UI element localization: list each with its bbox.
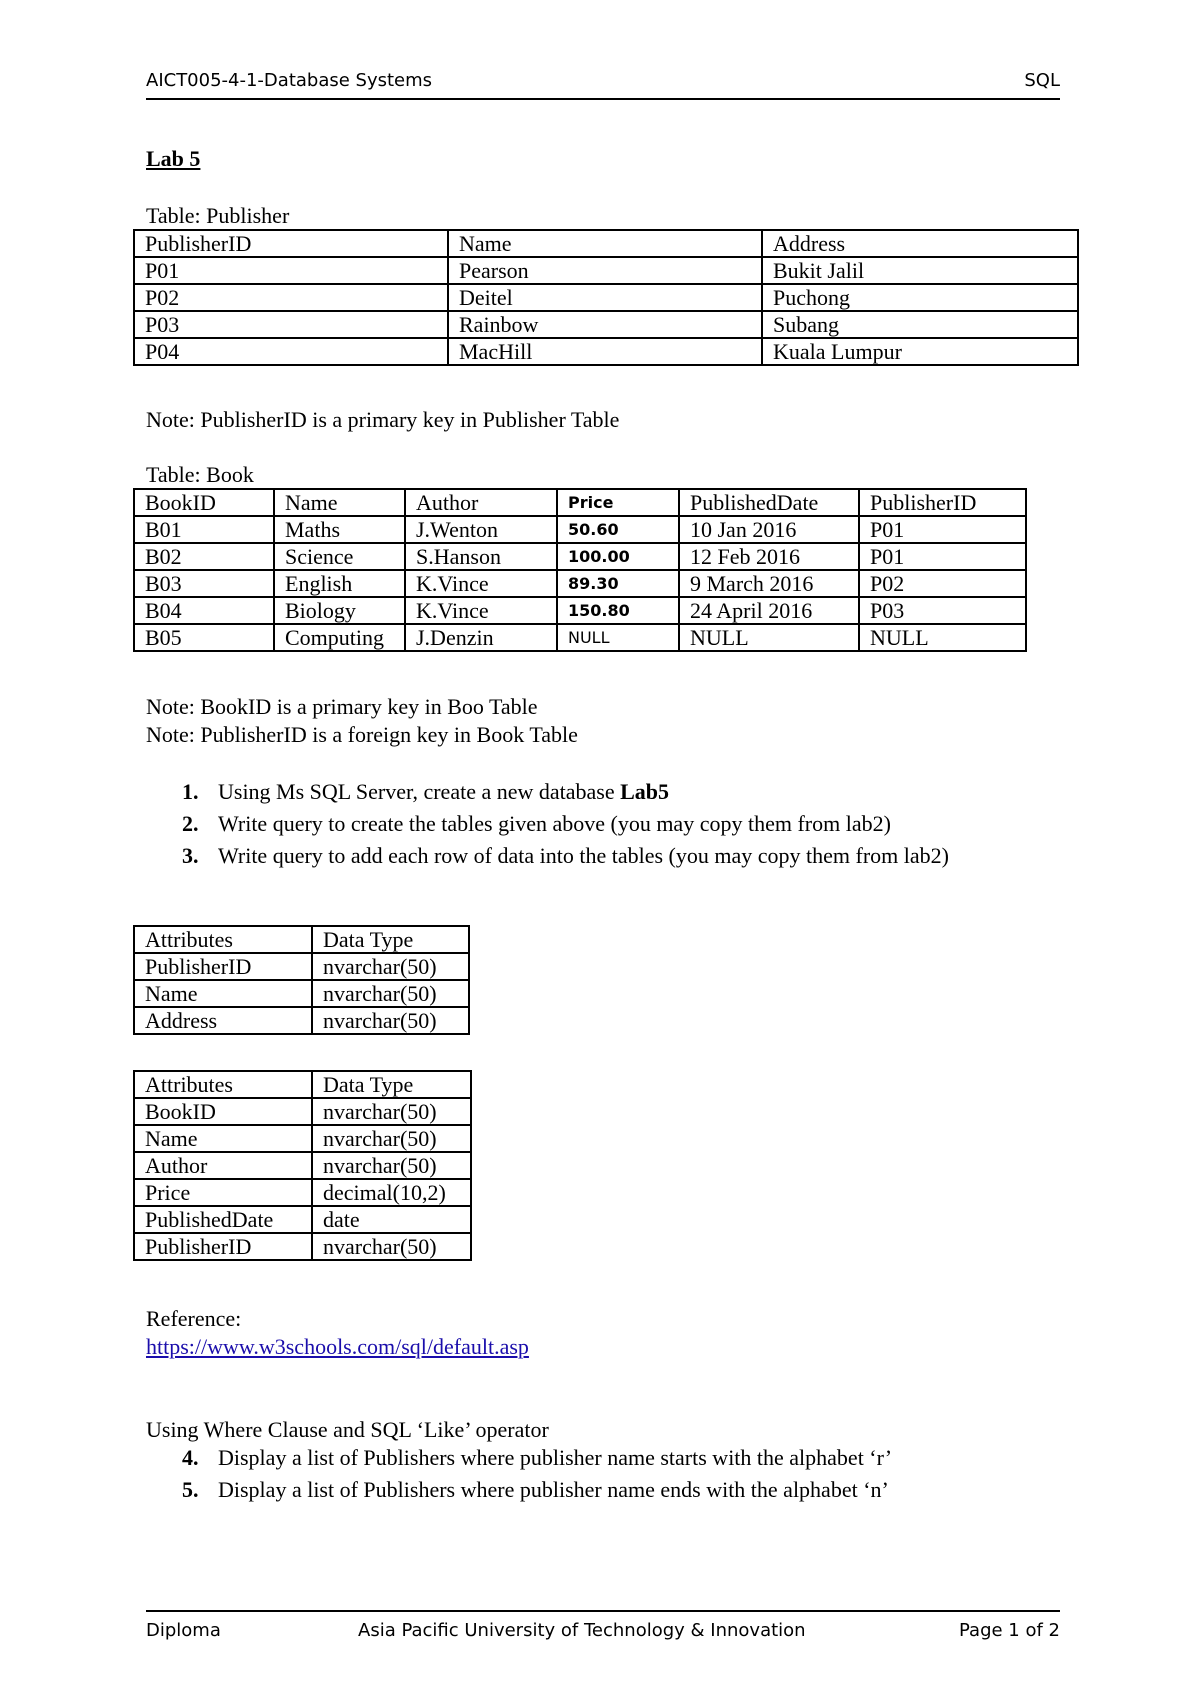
publisher-table: [133, 229, 1079, 366]
table-header-row: [134, 926, 469, 953]
table-row: [134, 624, 1026, 651]
table-cell: nvarchar(50): [312, 980, 469, 1007]
table-row: [134, 1098, 471, 1125]
footer-university: Asia Pacific University of Technology & Innovation: [358, 1620, 806, 1641]
task-text: Write query to create the tables given above (you may copy them from lab2): [218, 811, 891, 836]
table-header-cell: Name: [274, 489, 405, 516]
table-row: [134, 311, 1078, 338]
table-row: [134, 516, 1026, 543]
table-cell: 10 Jan 2016: [679, 516, 859, 543]
table-header-cell: Data Type: [312, 1071, 471, 1098]
table-cell: 89.30: [557, 570, 679, 597]
table-cell: B02: [134, 543, 274, 570]
section-where-like: Using Where Clause and SQL ‘Like’ operator: [146, 1417, 549, 1442]
publisher-note: Note: PublisherID is a primary key in Publisher Table: [146, 407, 620, 432]
reference-link[interactable]: https://www.w3schools.com/sql/default.asp: [146, 1334, 529, 1359]
table-cell: 100.00: [557, 543, 679, 570]
table-cell: Computing: [274, 624, 405, 651]
table-row: [134, 1206, 471, 1233]
table-cell: B01: [134, 516, 274, 543]
table-row: [134, 257, 1078, 284]
table-row: [134, 1125, 471, 1152]
table-cell: PublisherID: [134, 953, 312, 980]
table-row: [134, 543, 1026, 570]
task-4: [182, 1445, 892, 1471]
table-cell: Price: [134, 1179, 312, 1206]
table-header-cell: Attributes: [134, 1071, 312, 1098]
table-header-cell: Data Type: [312, 926, 469, 953]
page-header: [146, 70, 1060, 100]
table-cell: Biology: [274, 597, 405, 624]
table-cell: B04: [134, 597, 274, 624]
table-row: [134, 1007, 469, 1034]
table-cell: 24 April 2016: [679, 597, 859, 624]
task-3: [182, 843, 949, 869]
header-course: AICT005-4-1-Database Systems: [146, 70, 433, 91]
footer-program: Diploma: [146, 1620, 221, 1641]
table-cell: nvarchar(50): [312, 1233, 471, 1260]
task-number: 3.: [182, 843, 199, 868]
table-cell: P03: [859, 597, 1026, 624]
task-2: [182, 811, 891, 837]
table-cell: Subang: [762, 311, 1078, 338]
table-row: [134, 1152, 471, 1179]
lab-title: Lab 5: [146, 146, 201, 171]
task-text: Display a list of Publishers where publisher name ends with the alphabet ‘n’: [218, 1477, 889, 1502]
table-row: [134, 980, 469, 1007]
task-1: [182, 779, 669, 805]
book-note-primary: Note: BookID is a primary key in Boo Table: [146, 694, 538, 719]
table-header-cell: PublisherID: [859, 489, 1026, 516]
table-cell: NULL: [557, 624, 679, 651]
table-header-cell: BookID: [134, 489, 274, 516]
task-number: 5.: [182, 1477, 199, 1502]
table-cell: P03: [134, 311, 448, 338]
table-cell: nvarchar(50): [312, 1125, 471, 1152]
table-header-cell: PublishedDate: [679, 489, 859, 516]
table-cell: P01: [859, 543, 1026, 570]
table-row: [134, 1233, 471, 1260]
table-cell: MacHill: [448, 338, 762, 365]
table-cell: K.Vince: [405, 570, 557, 597]
table-cell: B05: [134, 624, 274, 651]
table-cell: nvarchar(50): [312, 1098, 471, 1125]
table-row: [134, 338, 1078, 365]
table-cell: 12 Feb 2016: [679, 543, 859, 570]
table-cell: 150.80: [557, 597, 679, 624]
table-row: [134, 953, 469, 980]
task-text: Write query to add each row of data into the tables (you may copy them from lab2): [218, 843, 949, 868]
database-name: Lab5: [620, 779, 670, 804]
table-cell: Name: [134, 980, 312, 1007]
table-cell: J.Denzin: [405, 624, 557, 651]
table-cell: Bukit Jalil: [762, 257, 1078, 284]
task-number: 1.: [182, 779, 199, 804]
task-text: Display a list of Publishers where publisher name starts with the alphabet ‘r’: [218, 1445, 893, 1470]
table-header-cell: Author: [405, 489, 557, 516]
book-table: [133, 488, 1027, 652]
table-header-cell: Address: [762, 230, 1078, 257]
table-cell: P02: [134, 284, 448, 311]
table-header-row: [134, 489, 1026, 516]
table-header-cell: Attributes: [134, 926, 312, 953]
table-cell: decimal(10,2): [312, 1179, 471, 1206]
table-cell: nvarchar(50): [312, 1007, 469, 1034]
table-cell: 50.60: [557, 516, 679, 543]
table-cell: NULL: [859, 624, 1026, 651]
table-cell: date: [312, 1206, 471, 1233]
footer-page-number: Page 1 of 2: [959, 1620, 1060, 1641]
table-header-row: [134, 1071, 471, 1098]
page-footer: [146, 1610, 1060, 1642]
task-number: 2.: [182, 811, 199, 836]
table-cell: PublisherID: [134, 1233, 312, 1260]
header-topic: SQL: [1024, 70, 1060, 91]
table-cell: Maths: [274, 516, 405, 543]
table-cell: Kuala Lumpur: [762, 338, 1078, 365]
table-cell: K.Vince: [405, 597, 557, 624]
table-cell: nvarchar(50): [312, 953, 469, 980]
table-cell: Rainbow: [448, 311, 762, 338]
task-5: [182, 1477, 889, 1503]
publisher-table-caption: Table: Publisher: [146, 203, 290, 228]
publisher-datatype-table: [133, 925, 470, 1035]
table-row: [134, 597, 1026, 624]
table-cell: Name: [134, 1125, 312, 1152]
table-cell: nvarchar(50): [312, 1152, 471, 1179]
book-datatype-table: [133, 1070, 472, 1261]
table-header-cell: PublisherID: [134, 230, 448, 257]
reference-label: Reference:: [146, 1306, 242, 1331]
table-row: [134, 1179, 471, 1206]
task-text: Using Ms SQL Server, create a new database: [218, 779, 621, 804]
table-cell: Science: [274, 543, 405, 570]
table-cell: P04: [134, 338, 448, 365]
table-cell: BookID: [134, 1098, 312, 1125]
task-number: 4.: [182, 1445, 199, 1470]
book-table-caption: Table: Book: [146, 462, 254, 487]
table-cell: PublishedDate: [134, 1206, 312, 1233]
table-cell: S.Hanson: [405, 543, 557, 570]
table-row: [134, 570, 1026, 597]
table-cell: NULL: [679, 624, 859, 651]
table-row: [134, 284, 1078, 311]
book-note-foreign: Note: PublisherID is a foreign key in Book Table: [146, 722, 578, 747]
table-cell: English: [274, 570, 405, 597]
table-cell: P01: [134, 257, 448, 284]
table-cell: 9 March 2016: [679, 570, 859, 597]
table-cell: Puchong: [762, 284, 1078, 311]
table-cell: Pearson: [448, 257, 762, 284]
table-cell: Author: [134, 1152, 312, 1179]
table-cell: J.Wenton: [405, 516, 557, 543]
table-cell: B03: [134, 570, 274, 597]
table-cell: Deitel: [448, 284, 762, 311]
table-cell: P01: [859, 516, 1026, 543]
table-cell: P02: [859, 570, 1026, 597]
table-cell: Address: [134, 1007, 312, 1034]
table-header-row: [134, 230, 1078, 257]
table-header-cell: Name: [448, 230, 762, 257]
table-header-cell: Price: [557, 489, 679, 516]
